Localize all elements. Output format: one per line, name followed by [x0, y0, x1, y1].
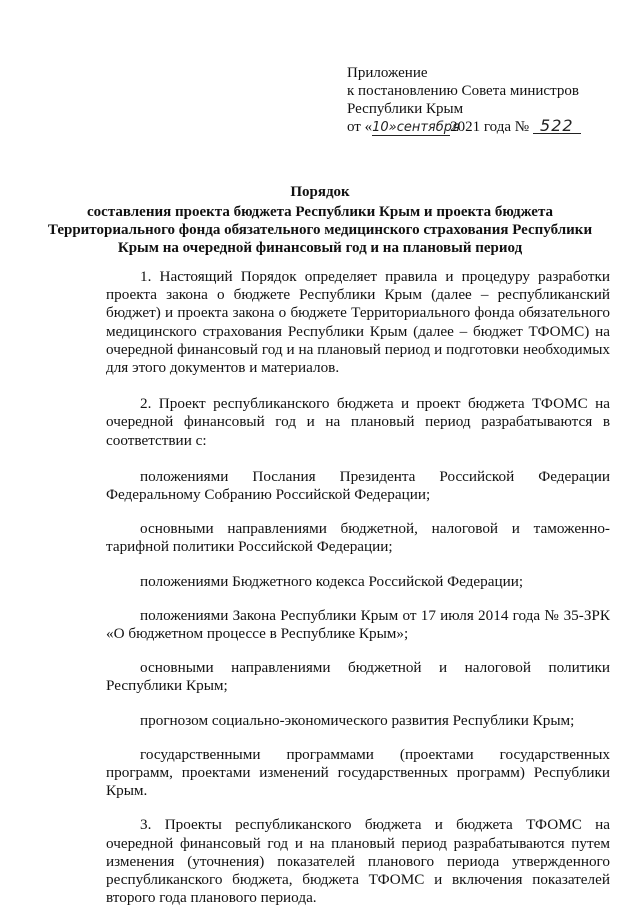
- paragraph-2: 2. Проект республиканского бюджета и проект бюджета ТФОМС на очередной финансовый год и на плановый период разрабатываются в соответствии с:: [106, 395, 610, 449]
- list-item-law: положениями Закона Республики Крым от 17 июля 2014 года № 35-ЗРК «О бюджетном процессе в Республике Крым»;: [106, 606, 610, 643]
- appendix-republic: Республики Крым: [347, 101, 464, 117]
- appendix-header: [347, 64, 627, 136]
- list-item-forecast: прогнозом социально-экономического развития Республики Крым;: [140, 711, 575, 729]
- title-subheading: составления проекта бюджета Республики Крым и проекта бюджета Территориального фонда обязательного медицинского страхования Республики Крым на очередной финансовый год и на плановый период: [47, 204, 593, 256]
- appendix-label: Приложение: [347, 65, 428, 81]
- paragraph-3: 3. Проекты республиканского бюджета и бюджета ТФОМС на очередной финансовый год и на плановый период разрабатываются путем изменения (уточнения) показателей планового периода утвержденного республиканского бюджета, бюджета ТФОМС и включения показателей второго года планового периода.: [106, 816, 610, 907]
- handwritten-number: 522: [533, 119, 581, 134]
- title-heading: Порядок: [290, 184, 350, 200]
- list-item-programs: государственными программами (проектами государственных программ, проектами изменений государственных программ) Республики Крым.: [106, 745, 610, 800]
- list-item-federal-policy: основными направлениями бюджетной, налоговой и таможенно-тарифной политики Российской Федерации;: [106, 520, 610, 556]
- date-year-suffix: 2021 года №: [450, 119, 530, 135]
- document-body: [106, 268, 610, 907]
- list-item-regional-policy: основными направлениями бюджетной и налоговой политики Республики Крым;: [106, 659, 610, 695]
- date-day: 10: [372, 120, 389, 135]
- date-prefix: от «: [347, 119, 373, 135]
- handwritten-date: [372, 120, 460, 136]
- document-title: [30, 183, 610, 257]
- date-mid: »: [388, 120, 397, 135]
- list-item-address: положениями Послания Президента Российской Федерации Федеральному Собранию Российской Федерации;: [106, 467, 610, 504]
- date-month: сентября: [396, 120, 460, 135]
- paragraph-1: 1. Настоящий Порядок определяет правила и процедуру разработки проекта закона о бюджете Республики Крым (далее – республиканский бюджет) и проекта закона о бюджете Территориального фонда обязательного медицинского страхования Республики Крым (далее – бюджет ТФОМС) на очередной финансовый год и на плановый период и подготовки необходимых для этого документов и материалов.: [106, 268, 610, 377]
- appendix-resolution-ref: к постановлению Совета министров: [347, 83, 579, 99]
- list-item-budget-code: положениями Бюджетного кодекса Российской Федерации;: [140, 572, 524, 590]
- appendix-date-line: [347, 118, 627, 136]
